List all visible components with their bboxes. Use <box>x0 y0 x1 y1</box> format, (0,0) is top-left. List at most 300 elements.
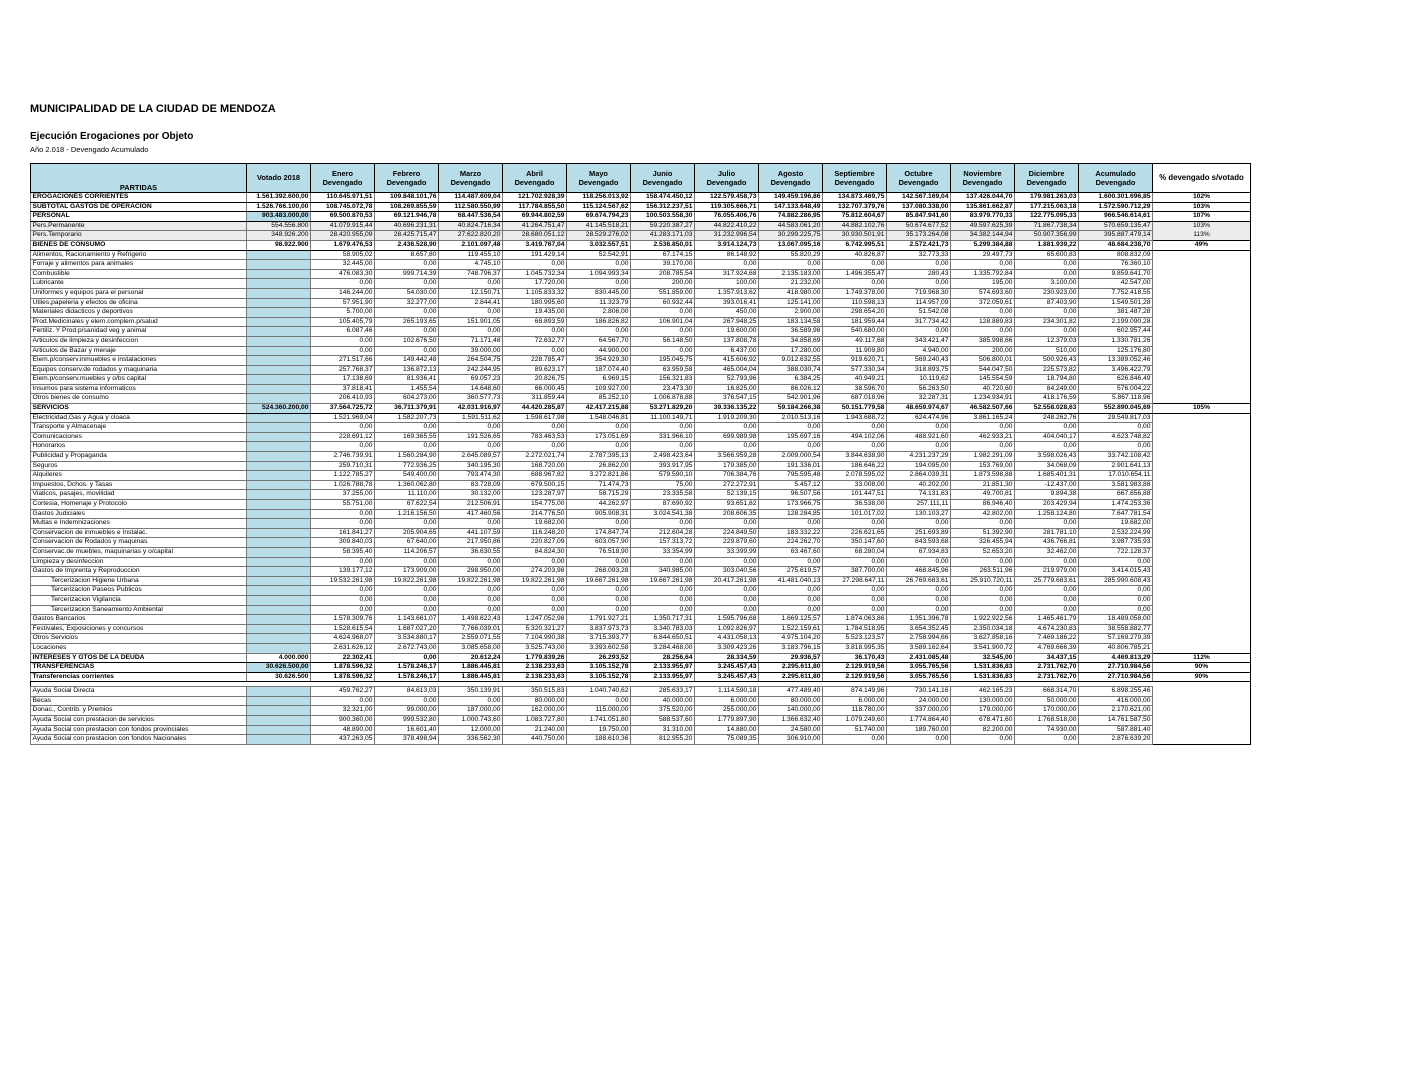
acumulado-cell: 4.623.748,82 <box>1079 432 1153 442</box>
acumulado-cell: 17.010.654,11 <box>1079 471 1153 481</box>
month-cell: 18.794,80 <box>1015 375 1079 385</box>
month-cell: 69.500.870,53 <box>311 212 375 222</box>
month-cell: 1.685.401,31 <box>1015 471 1079 481</box>
month-cell: 0,00 <box>823 605 887 615</box>
month-cell: 0,00 <box>567 586 631 596</box>
month-cell: 0,00 <box>439 605 503 615</box>
month-cell: 462.933,21 <box>951 432 1015 442</box>
month-cell: 0,00 <box>567 557 631 567</box>
month-cell: 2.009.000,54 <box>759 452 823 462</box>
month-cell: 174.847,74 <box>567 528 631 538</box>
month-cell: 306.910,00 <box>759 735 823 745</box>
month-cell: 200,00 <box>951 346 1015 356</box>
table-row <box>31 193 1251 203</box>
month-cell: 574.693,60 <box>951 288 1015 298</box>
acumulado-cell: 1.600.301.696,85 <box>1079 193 1153 203</box>
votado-cell <box>247 298 311 308</box>
acumulado-cell: 18.489.058,00 <box>1079 615 1153 625</box>
month-cell: 687.018,96 <box>823 394 887 404</box>
month-cell: 1.878.596,32 <box>311 672 375 682</box>
table-row <box>31 423 1251 433</box>
month-cell: 2.138.233,63 <box>503 672 567 682</box>
month-cell: 114.206,57 <box>375 547 439 557</box>
votado-cell <box>247 423 311 433</box>
pct-cell <box>1153 538 1251 548</box>
pct-cell <box>1153 432 1251 442</box>
month-cell: 24.000,00 <box>887 696 951 706</box>
month-cell: 19.822.261,98 <box>503 576 567 586</box>
month-cell: 0,00 <box>695 595 759 605</box>
month-cell: 3.419.767,04 <box>503 240 567 250</box>
month-cell: 569.240,43 <box>887 356 951 366</box>
table-row <box>31 519 1251 529</box>
month-cell: 303.040,56 <box>695 567 759 577</box>
month-cell: 50.674.677,52 <box>887 221 951 231</box>
votado-cell <box>247 706 311 716</box>
month-cell: 81.936,41 <box>375 375 439 385</box>
month-cell: 281.781,10 <box>1015 528 1079 538</box>
month-cell: 11.323,79 <box>567 298 631 308</box>
month-cell: 96.507,56 <box>759 490 823 500</box>
month-cell: 2.787.395,13 <box>567 452 631 462</box>
partida-label: Uniformes y equipos para el personal <box>31 288 247 298</box>
month-cell: 3.818.995,35 <box>823 643 887 653</box>
partida-label: Ayuda Social con prestacion con fondos provinciales <box>31 725 247 735</box>
month-cell: 1.083.727,80 <box>503 716 567 726</box>
month-cell: 28.680.051,12 <box>503 231 567 241</box>
month-cell: 678.471,60 <box>951 716 1015 726</box>
month-cell: 2.135.183,00 <box>759 269 823 279</box>
month-cell: 0,00 <box>695 557 759 567</box>
month-cell: 360.577,73 <box>439 394 503 404</box>
table-row <box>31 250 1251 260</box>
table-row <box>31 269 1251 279</box>
month-cell: 208.606,35 <box>695 509 759 519</box>
month-cell: 267.948,25 <box>695 317 759 327</box>
month-cell: 0,00 <box>823 735 887 745</box>
month-cell: 212.506,91 <box>439 500 503 510</box>
month-cell: 0,00 <box>951 519 1015 529</box>
month-cell: 0,00 <box>375 346 439 356</box>
month-cell: 187.000,00 <box>439 706 503 716</box>
month-cell: 0,00 <box>439 519 503 529</box>
partida-label: Combustible <box>31 269 247 279</box>
month-cell: 0,00 <box>439 308 503 318</box>
month-cell: 0,00 <box>1015 260 1079 270</box>
month-cell: 72.632,77 <box>503 336 567 346</box>
month-cell: 0,00 <box>695 519 759 529</box>
month-cell: 4.745,10 <box>439 260 503 270</box>
partida-label: Pers.Permanente <box>31 221 247 231</box>
month-cell: 41.283.171,03 <box>631 231 695 241</box>
month-cell: 181.959,44 <box>823 317 887 327</box>
month-cell: 46.582.507,66 <box>951 404 1015 414</box>
month-cell: 1.006.878,88 <box>631 394 695 404</box>
acumulado-cell: 552.890.045,69 <box>1079 404 1153 414</box>
month-cell: 168.720,00 <box>503 461 567 471</box>
votado-cell: 348.926.200 <box>247 231 311 241</box>
pct-cell <box>1153 336 1251 346</box>
pct-cell <box>1153 735 1251 745</box>
pct-cell <box>1153 595 1251 605</box>
partida-label: Viaticos, pasajes, movilidad <box>31 490 247 500</box>
acumulado-cell: 2.532.224,99 <box>1079 528 1153 538</box>
month-cell: 156.321,83 <box>631 375 695 385</box>
month-cell: 340.195,30 <box>439 461 503 471</box>
month-cell: 1.687.027,20 <box>375 624 439 634</box>
month-cell: 173.051,69 <box>567 432 631 442</box>
month-cell: 2.272.021,74 <box>503 452 567 462</box>
month-cell: 2.350.034,18 <box>951 624 1015 634</box>
month-cell: 34.382.144,94 <box>951 231 1015 241</box>
month-cell: 9.894,38 <box>1015 490 1079 500</box>
month-cell: 86.946,40 <box>951 500 1015 510</box>
month-cell: 139.177,12 <box>311 567 375 577</box>
month-cell: 128.284,85 <box>759 509 823 519</box>
month-cell: 10.119,62 <box>887 375 951 385</box>
month-cell: 2.864.039,31 <box>887 471 951 481</box>
month-cell: 1.105.833,32 <box>503 288 567 298</box>
month-cell: 85.847.941,60 <box>887 212 951 222</box>
month-cell: 102.676,50 <box>375 336 439 346</box>
month-cell: 450,00 <box>695 308 759 318</box>
month-cell: 29.936,57 <box>759 653 823 663</box>
month-cell: 0,00 <box>1015 586 1079 596</box>
acumulado-cell: 3.581.983,88 <box>1079 480 1153 490</box>
month-cell: 39.170,00 <box>631 260 695 270</box>
month-cell: 0,00 <box>1015 735 1079 745</box>
month-cell: 1.528.615,54 <box>311 624 375 634</box>
acumulado-cell: 0,00 <box>1079 605 1153 615</box>
month-column-header: Diciembre Devengado <box>1015 164 1079 193</box>
partida-label: Tercerizacion Higiene Urbana <box>31 576 247 586</box>
month-cell: 7.766.039,01 <box>439 624 503 634</box>
month-cell: 3.309.423,26 <box>695 643 759 653</box>
votado-cell <box>247 500 311 510</box>
month-cell: 699.989,98 <box>695 432 759 442</box>
month-cell: 55.751,00 <box>311 500 375 510</box>
month-cell: 32.545,00 <box>951 653 1015 663</box>
month-cell: 1.784.518,95 <box>823 624 887 634</box>
table-row <box>31 725 1251 735</box>
votado-cell <box>247 586 311 596</box>
month-cell: 1.982.291,09 <box>951 452 1015 462</box>
pct-cell <box>1153 423 1251 433</box>
month-cell: 52.653,20 <box>951 547 1015 557</box>
month-cell: 388.030,74 <box>759 365 823 375</box>
month-cell: 8.657,80 <box>375 250 439 260</box>
month-cell: 905.908,31 <box>567 509 631 519</box>
votado-cell: 30.626.500 <box>247 672 311 682</box>
month-cell: 200,00 <box>631 279 695 289</box>
month-cell: 186.646,22 <box>823 461 887 471</box>
month-cell: 0,00 <box>503 346 567 356</box>
partida-label: Otros Servicios <box>31 634 247 644</box>
pct-cell: 49% <box>1153 240 1251 250</box>
month-cell: 0,00 <box>695 260 759 270</box>
month-cell: 0,00 <box>1015 605 1079 615</box>
month-cell: 3.654.352,45 <box>887 624 951 634</box>
month-column-header: Enero Devengado <box>311 164 375 193</box>
month-column-header: Agosto Devengado <box>759 164 823 193</box>
month-cell: 67.640,00 <box>375 538 439 548</box>
month-cell: 39.336.135,22 <box>695 404 759 414</box>
pct-cell <box>1153 413 1251 423</box>
month-cell: 679.500,15 <box>503 480 567 490</box>
month-cell: 309.840,03 <box>311 538 375 548</box>
votado-cell <box>247 308 311 318</box>
table-row <box>31 500 1251 510</box>
month-cell: 99.000,00 <box>375 706 439 716</box>
month-cell: 122.775.095,33 <box>1015 212 1079 222</box>
month-cell: 128.889,83 <box>951 317 1015 327</box>
month-cell: 1.919.209,30 <box>695 413 759 423</box>
month-cell: 2.101.097,48 <box>439 240 503 250</box>
month-cell: 0,00 <box>375 653 439 663</box>
month-cell: 3.105.152,78 <box>567 663 631 673</box>
month-cell: 843.593,68 <box>887 538 951 548</box>
month-cell: 1.335.792,84 <box>951 269 1015 279</box>
month-cell: 0,00 <box>503 605 567 615</box>
partida-label: Articulos de limpieza y desinfeccion <box>31 336 247 346</box>
month-cell: 5.523.123,57 <box>823 634 887 644</box>
month-cell: 1.247.052,98 <box>503 615 567 625</box>
month-cell: 220.827,09 <box>503 538 567 548</box>
month-cell: 1.143.661,07 <box>375 615 439 625</box>
month-cell: 6.000,00 <box>823 696 887 706</box>
month-cell: 331.966,10 <box>631 432 695 442</box>
month-cell: 0,00 <box>951 735 1015 745</box>
pct-cell <box>1153 250 1251 260</box>
partida-label: SERVICIOS <box>31 404 247 414</box>
votado-cell: 98.922.900 <box>247 240 311 250</box>
month-cell: 191.336,01 <box>759 461 823 471</box>
month-cell: 17.280,00 <box>759 346 823 356</box>
partida-label: Ayuda Social Directa <box>31 687 247 697</box>
month-cell: 6.000,00 <box>695 696 759 706</box>
month-cell: 1.092.826,97 <box>695 624 759 634</box>
acumulado-cell: 1.330.781,26 <box>1079 336 1153 346</box>
month-cell: 476.083,30 <box>311 269 375 279</box>
pct-cell <box>1153 547 1251 557</box>
month-cell: 114.487.609,04 <box>439 193 503 203</box>
month-cell: 0,00 <box>567 519 631 529</box>
partida-label: Prod.Medicinales y elem.complem.p/salud <box>31 317 247 327</box>
table-row <box>31 384 1251 394</box>
month-cell: 2.295.611,80 <box>759 663 823 673</box>
month-cell: 116.248,20 <box>503 528 567 538</box>
month-cell: 0,00 <box>375 260 439 270</box>
pct-cell: 113% <box>1153 231 1251 241</box>
month-cell: 228.691,12 <box>311 432 375 442</box>
month-cell: 74.882.286,95 <box>759 212 823 222</box>
votado-cell <box>247 624 311 634</box>
acumulado-cell: 966.546.614,61 <box>1079 212 1153 222</box>
month-cell: 112.580.550,99 <box>439 202 503 212</box>
month-cell: 259.710,31 <box>311 461 375 471</box>
month-cell: 4.431.058,13 <box>695 634 759 644</box>
month-cell: 19.822.261,98 <box>439 576 503 586</box>
votado-cell <box>247 384 311 394</box>
votado-cell <box>247 336 311 346</box>
month-cell: 4.975.104,20 <box>759 634 823 644</box>
partida-label: Gastos Bancarios <box>31 615 247 625</box>
acumulado-cell: 40.806.785,21 <box>1079 643 1153 653</box>
month-cell: 440.750,00 <box>503 735 567 745</box>
month-cell: 415.606,92 <box>695 356 759 366</box>
month-cell: 65.600,83 <box>1015 250 1079 260</box>
month-cell: 0,00 <box>823 423 887 433</box>
pct-cell <box>1153 716 1251 726</box>
month-cell: 58.715,29 <box>567 490 631 500</box>
acumulado-cell: 1.549.501,28 <box>1079 298 1153 308</box>
month-cell: 145.554,59 <box>951 375 1015 385</box>
partida-label: Insumos para sistema informaticos <box>31 384 247 394</box>
month-cell: 1.669.125,57 <box>759 615 823 625</box>
pct-cell <box>1153 260 1251 270</box>
month-cell: 208.785,54 <box>631 269 695 279</box>
month-cell: 17.138,69 <box>311 375 375 385</box>
month-cell: 191.526,65 <box>439 432 503 442</box>
month-cell: 188.610,36 <box>567 735 631 745</box>
pct-cell <box>1153 288 1251 298</box>
month-cell: 350.147,60 <box>823 538 887 548</box>
month-cell: 67.174,15 <box>631 250 695 260</box>
votado-cell <box>247 317 311 327</box>
month-cell: 0,00 <box>887 442 951 452</box>
partida-label: PERSONAL <box>31 212 247 222</box>
acumulado-cell: 3.414.015,43 <box>1079 567 1153 577</box>
month-cell: 161.841,27 <box>311 528 375 538</box>
table-row <box>31 260 1251 270</box>
month-cell: 93.651,82 <box>695 500 759 510</box>
acumulado-cell: 33.742.108,42 <box>1079 452 1153 462</box>
month-cell: 4.231.237,29 <box>887 452 951 462</box>
month-cell: 540.680,00 <box>823 327 887 337</box>
month-cell: 219.979,00 <box>1015 567 1079 577</box>
month-cell: 117.784.855,50 <box>503 202 567 212</box>
partida-label: Forraje y alimentos para animales <box>31 260 247 270</box>
month-cell: 0,00 <box>695 423 759 433</box>
pct-cell <box>1153 624 1251 634</box>
month-cell: 36.630,55 <box>439 547 503 557</box>
month-cell: 151.901,05 <box>439 317 503 327</box>
votado-cell <box>247 365 311 375</box>
month-cell: 257.768,37 <box>311 365 375 375</box>
month-cell: 132.707.379,76 <box>823 202 887 212</box>
table-row <box>31 490 1251 500</box>
month-cell: 688.967,82 <box>503 471 567 481</box>
month-cell: 0,00 <box>951 442 1015 452</box>
table-row <box>31 365 1251 375</box>
month-cell: 298.950,00 <box>439 567 503 577</box>
votado-cell <box>247 716 311 726</box>
month-cell: 551.859,00 <box>631 288 695 298</box>
pct-cell <box>1153 696 1251 706</box>
month-cell: 1.498.622,43 <box>439 615 503 625</box>
month-cell: 44.900,00 <box>567 346 631 356</box>
month-cell: 0,00 <box>439 442 503 452</box>
month-cell: 48.659.974,67 <box>887 404 951 414</box>
pct-cell <box>1153 500 1251 510</box>
month-cell: 19.682,00 <box>503 519 567 529</box>
month-column-header: Junio Devengado <box>631 164 695 193</box>
votado-cell <box>247 615 311 625</box>
month-cell: 0,00 <box>823 557 887 567</box>
pct-cell: 107% <box>1153 212 1251 222</box>
votado-cell: 1.561.392.600,00 <box>247 193 311 203</box>
month-cell: 118.256.013,92 <box>567 193 631 203</box>
month-cell: 14.880,00 <box>695 725 759 735</box>
pct-cell <box>1153 509 1251 519</box>
votado-cell <box>247 480 311 490</box>
month-cell: 336.562,30 <box>439 735 503 745</box>
partida-label: Impuestos, Dchos. y Tasas <box>31 480 247 490</box>
month-cell: 3.914.124,73 <box>695 240 759 250</box>
month-cell: 22.302,41 <box>311 653 375 663</box>
month-cell: 36.538,00 <box>823 500 887 510</box>
month-cell: 119.305.666,71 <box>695 202 759 212</box>
month-cell: 0,00 <box>887 279 951 289</box>
pct-cell <box>1153 442 1251 452</box>
votado-cell <box>247 461 311 471</box>
month-cell: 1.094.993,34 <box>567 269 631 279</box>
month-cell: 11.110,00 <box>375 490 439 500</box>
month-cell: 0,00 <box>567 279 631 289</box>
month-cell: 2.078.595,02 <box>823 471 887 481</box>
month-cell: 11.909,80 <box>823 346 887 356</box>
pct-cell <box>1153 687 1251 697</box>
votado-cell <box>247 279 311 289</box>
month-cell: 354.929,30 <box>567 356 631 366</box>
month-cell: 0,00 <box>503 442 567 452</box>
month-cell: 1.679.476,53 <box>311 240 375 250</box>
acumulado-cell: 667.656,88 <box>1079 490 1153 500</box>
month-cell: 33.354,99 <box>631 547 695 557</box>
acumulado-cell: 125.176,80 <box>1079 346 1153 356</box>
month-cell: 5.299.384,88 <box>951 240 1015 250</box>
table-row <box>31 595 1251 605</box>
month-cell: 311.859,44 <box>503 394 567 404</box>
month-cell: 7.469.186,22 <box>1015 634 1079 644</box>
month-column-header: Julio Devengado <box>695 164 759 193</box>
month-cell: 36.589,98 <box>759 327 823 337</box>
month-cell: 0,00 <box>375 586 439 596</box>
month-cell: 1.749.378,00 <box>823 288 887 298</box>
month-cell: 38.596,70 <box>823 384 887 394</box>
month-cell: 274.203,98 <box>503 567 567 577</box>
table-row <box>31 288 1251 298</box>
month-cell: 1.873.598,88 <box>951 471 1015 481</box>
month-cell: 228.785,47 <box>503 356 567 366</box>
votado-cell <box>247 576 311 586</box>
month-cell: 0,00 <box>823 519 887 529</box>
table-row <box>31 624 1251 634</box>
acumulado-cell: 2.901.641,13 <box>1079 461 1153 471</box>
acumulado-cell: 48.684.238,70 <box>1079 240 1153 250</box>
votado-cell <box>247 327 311 337</box>
pct-cell <box>1153 725 1251 735</box>
partida-label: Locaciones <box>31 643 247 653</box>
month-cell: 418.176,59 <box>1015 394 1079 404</box>
month-cell: 123.287,97 <box>503 490 567 500</box>
month-cell: 183.134,58 <box>759 317 823 327</box>
month-cell: 3.024.541,38 <box>631 509 695 519</box>
month-cell: 2.806,00 <box>567 308 631 318</box>
month-cell: 26.862,00 <box>567 461 631 471</box>
table-row <box>31 615 1251 625</box>
month-cell: 3.566.959,28 <box>695 452 759 462</box>
